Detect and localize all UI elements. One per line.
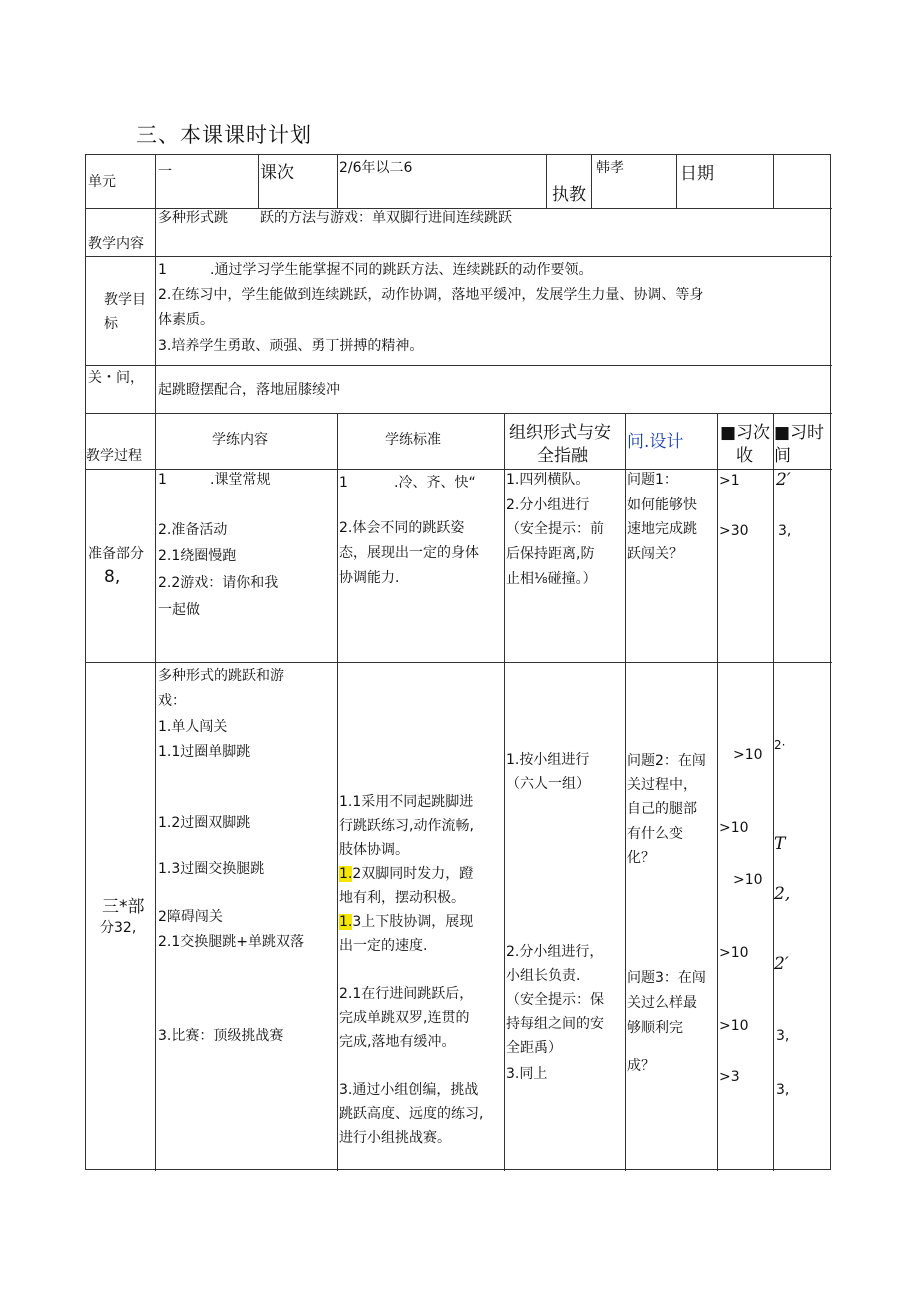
goal1-text: .通过学习学生能掌握不同的跳跃方法、连续跳跃的动作要领。 (210, 262, 593, 278)
prep-times-1: >1 (719, 473, 740, 489)
lesson-label: 课次 (260, 163, 294, 183)
basic-question-7: 关过么样最 (627, 995, 697, 1011)
header-org-line2: 全指融 (537, 446, 588, 466)
prep-org-1: 1.四列横队。 (506, 472, 590, 488)
col-divider (717, 413, 718, 1171)
basic-org-2: （六人一组） (506, 776, 590, 792)
basic-org-3: 2.分小组进行， (506, 944, 604, 960)
basic-duration-3: 2, (774, 884, 791, 904)
basic-standard-10: 完成,落地有缓冲。 (339, 1034, 456, 1050)
basic-org-1: 1.按小组进行 (506, 752, 590, 768)
header-standard: 学练标准 (385, 432, 441, 448)
goal2-line2: 体素质。 (158, 312, 214, 328)
basic-content-7: 2障碍闯关 (158, 909, 223, 925)
row-divider (86, 208, 832, 209)
basic-org-5: （安全提示：保 (506, 992, 604, 1008)
basic-org-8: 3.同上 (506, 1066, 548, 1082)
basic-label-line2: 分32, (100, 920, 137, 936)
basic-times-5: >10 (719, 1018, 749, 1034)
prep-question-4: 跃闯关？ (627, 546, 683, 562)
prep-times-2: >30 (719, 523, 749, 539)
prep-question-3: 速地完成跳 (627, 521, 697, 537)
prep-content-5: 一起做 (158, 602, 200, 618)
header-times-line1: ■习次 (720, 423, 771, 443)
basic-content-2: 戏： (158, 693, 186, 709)
basic-org-6: 持每组之间的安 (506, 1016, 604, 1032)
basic-duration-2: T (774, 834, 786, 854)
basic-standard-13: 进行小组挑战赛。 (339, 1130, 451, 1146)
prep-org-4: 后保持距离,防 (506, 546, 595, 562)
header-org-line1: 组织形式与安 (509, 423, 611, 443)
basic-standard-6 (339, 914, 473, 931)
basic-content-6: 1.3过圈交换腿跳 (158, 861, 265, 877)
basic-duration-4: 2′ (774, 954, 789, 974)
col-divider (155, 155, 156, 1171)
basic-content-5: 1.2过圈双脚跳 (158, 815, 251, 831)
basic-question-2: 关过程中， (627, 777, 697, 793)
basic-org-7: 全距禹） (506, 1040, 562, 1056)
basic-standard-2: 行跳跃练习,动作流畅, (339, 818, 474, 834)
row-divider (86, 256, 832, 257)
col-divider (504, 413, 505, 1171)
basic-question-8: 够顺利完 (627, 1020, 683, 1036)
prep-duration-1: 2′ (776, 470, 791, 490)
unit-value: 一 (158, 164, 172, 180)
basic-question-6: 问题3：在闯 (627, 970, 706, 986)
content-part1: 多种形式跳 (158, 210, 228, 226)
col-divider (258, 155, 259, 208)
prep-standard-2-l1: 2.体会不同的跳跃姿 (339, 520, 465, 536)
basic-content-9: 3.比赛：顶级挑战赛 (158, 1028, 284, 1044)
prep-standard-1-num: 1 (339, 475, 348, 491)
prep-content-3: 2.1绕圈慢跑 (158, 548, 237, 564)
prep-duration-2: 3, (778, 523, 792, 539)
basic-question-5: 化？ (627, 850, 655, 866)
header-times-line2: 收 (736, 446, 753, 466)
teacher-label: 执教 (552, 185, 586, 205)
key-text: 起跳瞪摆配合，落地屈膝绫冲 (158, 382, 340, 398)
basic-content-3: 1.单人闯关 (158, 719, 228, 735)
basic-duration-6: 3, (776, 1082, 790, 1098)
process-label: 教学过程 (86, 448, 142, 464)
basic-label-line1: 三*部 (102, 897, 145, 917)
teacher-value: 韩孝 (596, 160, 624, 176)
goals-label-line2: 标 (104, 316, 118, 332)
row-divider (86, 469, 832, 470)
prep-label-line2: 8, (104, 567, 121, 587)
prep-content-4: 2.2游戏：请你和我 (158, 575, 279, 591)
date-label: 日期 (680, 164, 714, 184)
row-divider (86, 413, 832, 414)
goal1-number: 1 (158, 262, 167, 278)
goal3-text: 3.培养学生勇敢、顽强、勇丁拼搏的精神。 (158, 338, 424, 354)
basic-standard-6-text: 3上下肢协调，展现 (352, 914, 474, 930)
basic-standard-3: 肢体协调。 (339, 842, 409, 858)
highlight-mark: 1. (339, 914, 353, 930)
prep-standard-1: .冷、齐、快“ (394, 475, 476, 491)
col-divider (337, 155, 338, 208)
lesson-value: 2/6年以二6 (339, 160, 413, 176)
basic-times-4: >10 (719, 945, 749, 961)
content-part2: 跃的方法与游戏：单双脚行进间连续跳跃 (260, 210, 512, 226)
basic-content-1: 多种形式的跳跃和游 (158, 668, 284, 684)
goal2-line1: 2.在练习中，学生能做到连续跳跃，动作协调，落地平缓冲，发展学生力量、协调、等身 (158, 287, 704, 303)
basic-org-4: 小组长负责. (506, 968, 581, 984)
col-divider (773, 413, 774, 1171)
prep-org-2: 2.分小组进行 (506, 497, 590, 513)
key-label: 关・问， (88, 370, 144, 386)
basic-question-1: 问题2：在闯 (627, 753, 706, 769)
col-divider (773, 155, 774, 208)
basic-times-3: >10 (733, 872, 763, 888)
col-divider (546, 155, 547, 208)
basic-standard-9: 完成单跳双罗,连贯的 (339, 1010, 470, 1026)
basic-standard-1: 1.1采用不同起跳脚进 (339, 794, 474, 810)
col-divider (337, 413, 338, 1171)
basic-content-4: 1.1过圈单脚跳 (158, 744, 251, 760)
basic-standard-12: 跳跃高度、远度的练习, (339, 1106, 484, 1122)
basic-standard-5: 地有利，摆动积极。 (339, 890, 465, 906)
prep-content-1: .课堂常规 (210, 472, 271, 488)
basic-standard-8: 2.1在行进间跳跃后， (339, 986, 474, 1002)
basic-duration-1: 2· (774, 738, 786, 752)
header-question: 问.设计 (627, 432, 684, 452)
goals-label-line1: 教学目 (104, 292, 146, 308)
col-divider (676, 155, 677, 208)
basic-question-3: 自己的腿部 (627, 801, 697, 817)
basic-standard-4-text: 2双脚同时发力，蹬 (352, 866, 474, 882)
col-divider (625, 413, 626, 1171)
basic-standard-7: 出一定的速度. (339, 938, 428, 954)
prep-org-3: （安全提示：前 (506, 521, 604, 537)
prep-org-5: 止相⅛碰撞。） (506, 571, 597, 587)
highlight-mark: 1. (339, 866, 353, 882)
basic-times-2: >10 (719, 820, 749, 836)
prep-question-2: 如何能够快 (627, 497, 697, 513)
header-duration-line1: ■习时 (774, 423, 825, 443)
basic-duration-5: 3, (776, 1028, 790, 1044)
header-content: 学练内容 (212, 432, 268, 448)
prep-content-2: 2.准备活动 (158, 522, 228, 538)
basic-times-1: >10 (733, 747, 763, 763)
content-label: 教学内容 (88, 236, 144, 252)
prep-content-1-num: 1 (158, 472, 167, 488)
row-divider (86, 662, 832, 663)
prep-label-line1: 准备部分 (88, 546, 144, 562)
row-divider (86, 365, 832, 366)
unit-label: 单元 (88, 174, 116, 190)
header-duration-line2: 间 (774, 446, 791, 466)
prep-standard-2-l3: 协调能力. (339, 570, 400, 586)
page-title: 三、本课课时计划 (136, 123, 312, 147)
basic-question-9: 成？ (627, 1058, 655, 1074)
prep-question-1: 问题1： (627, 472, 678, 488)
basic-content-8: 2.1交换腿跳+单跳双落 (158, 934, 304, 950)
col-divider (591, 155, 592, 208)
basic-standard-11: 3.通过小组创编，挑战 (339, 1082, 479, 1098)
basic-standard-4 (339, 866, 473, 883)
basic-question-4: 有什么变 (627, 826, 683, 842)
prep-standard-2-l2: 态，展现出一定的身体 (339, 545, 479, 561)
basic-times-6: >3 (719, 1069, 740, 1085)
